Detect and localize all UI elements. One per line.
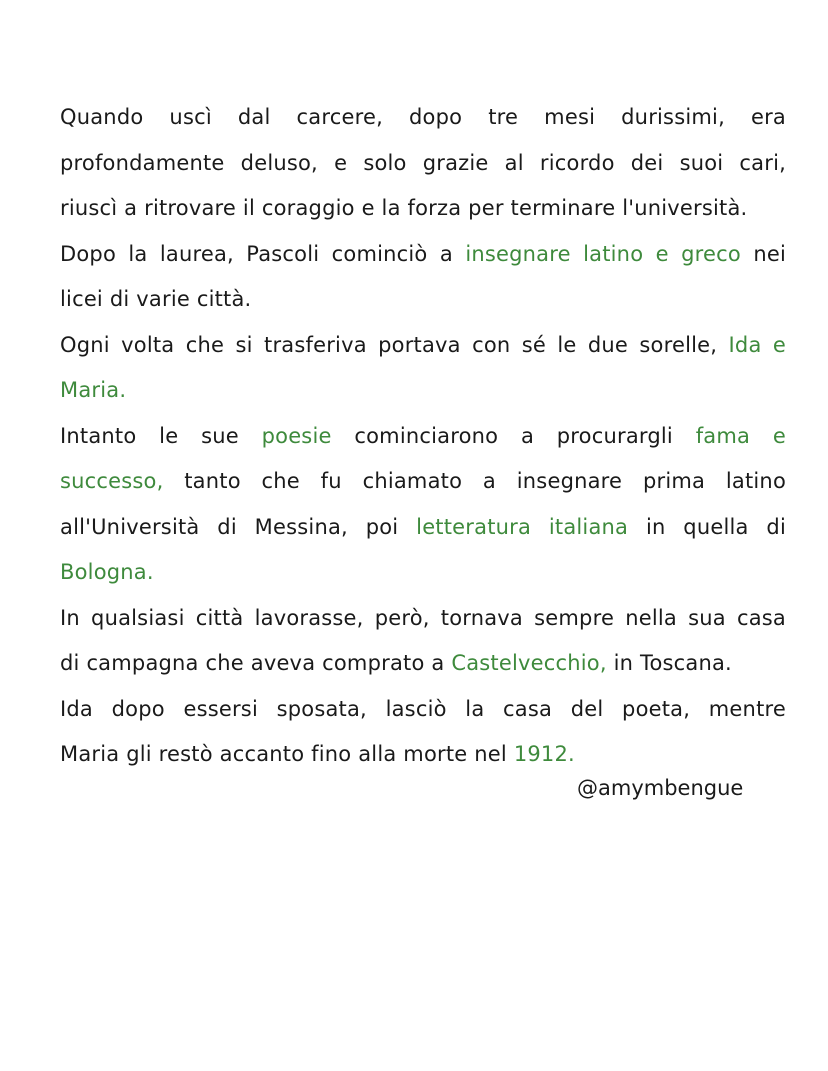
note-line — [60, 368, 786, 414]
handwritten-note — [60, 95, 786, 778]
note-text: all'Università di Messina, poi — [60, 514, 417, 539]
note-line — [60, 277, 786, 323]
note-text: profondamente deluso, e solo grazie al ricordo dei suoi cari, — [60, 150, 786, 175]
note-line — [60, 323, 786, 369]
note-text: Maria gli restò accanto fino alla morte nel — [60, 742, 514, 766]
note-line — [60, 505, 786, 551]
highlighted-text: 1912. — [513, 742, 575, 766]
note-text: licei di varie città. — [60, 287, 252, 311]
highlighted-text: fama e — [695, 423, 786, 448]
note-line — [60, 687, 786, 733]
note-text: Dopo la laurea, Pascoli cominciò a — [60, 241, 466, 266]
author-signature: @amymbengue — [577, 776, 744, 800]
note-text: cominciarono a procurargli — [331, 423, 696, 448]
note-line — [60, 95, 786, 141]
note-line — [60, 596, 786, 642]
note-text: Ogni volta che si trasferiva portava con sé le due sorelle, — [60, 332, 729, 357]
note-text: Quando uscì dal carcere, dopo tre mesi durissimi, era — [60, 105, 786, 129]
note-text: in quella di — [628, 514, 786, 539]
note-text: in Toscana. — [606, 651, 732, 675]
note-text: riuscì a ritrovare il coraggio e la forza per terminare l'università. — [60, 196, 748, 220]
note-line — [60, 414, 786, 460]
note-text: tanto che fu chiamato a insegnare prima latino — [163, 469, 786, 493]
note-line — [60, 550, 786, 596]
highlighted-text: insegnare latino e greco — [465, 241, 741, 266]
note-text: di campagna che aveva comprato a — [60, 651, 452, 675]
highlighted-text: Maria. — [60, 378, 127, 402]
note-text: nei — [740, 241, 786, 266]
highlighted-text: Bologna. — [60, 560, 154, 584]
note-line — [60, 459, 786, 505]
highlighted-text: poesie — [261, 423, 332, 448]
note-line — [60, 641, 786, 687]
note-line — [60, 186, 786, 232]
highlighted-text: Castelvecchio, — [451, 651, 607, 675]
highlighted-text: letteratura italiana — [416, 514, 629, 539]
note-text: In qualsiasi città lavorasse, però, tornava sempre nella sua casa — [60, 605, 786, 630]
highlighted-text: Ida e — [728, 332, 786, 357]
note-line — [60, 232, 786, 278]
note-line — [60, 141, 786, 187]
note-line — [60, 732, 786, 778]
highlighted-text: successo, — [60, 469, 164, 493]
note-text: Ida dopo essersi sposata, lasciò la casa del poeta, mentre — [60, 696, 786, 721]
note-text: Intanto le sue — [60, 423, 262, 448]
